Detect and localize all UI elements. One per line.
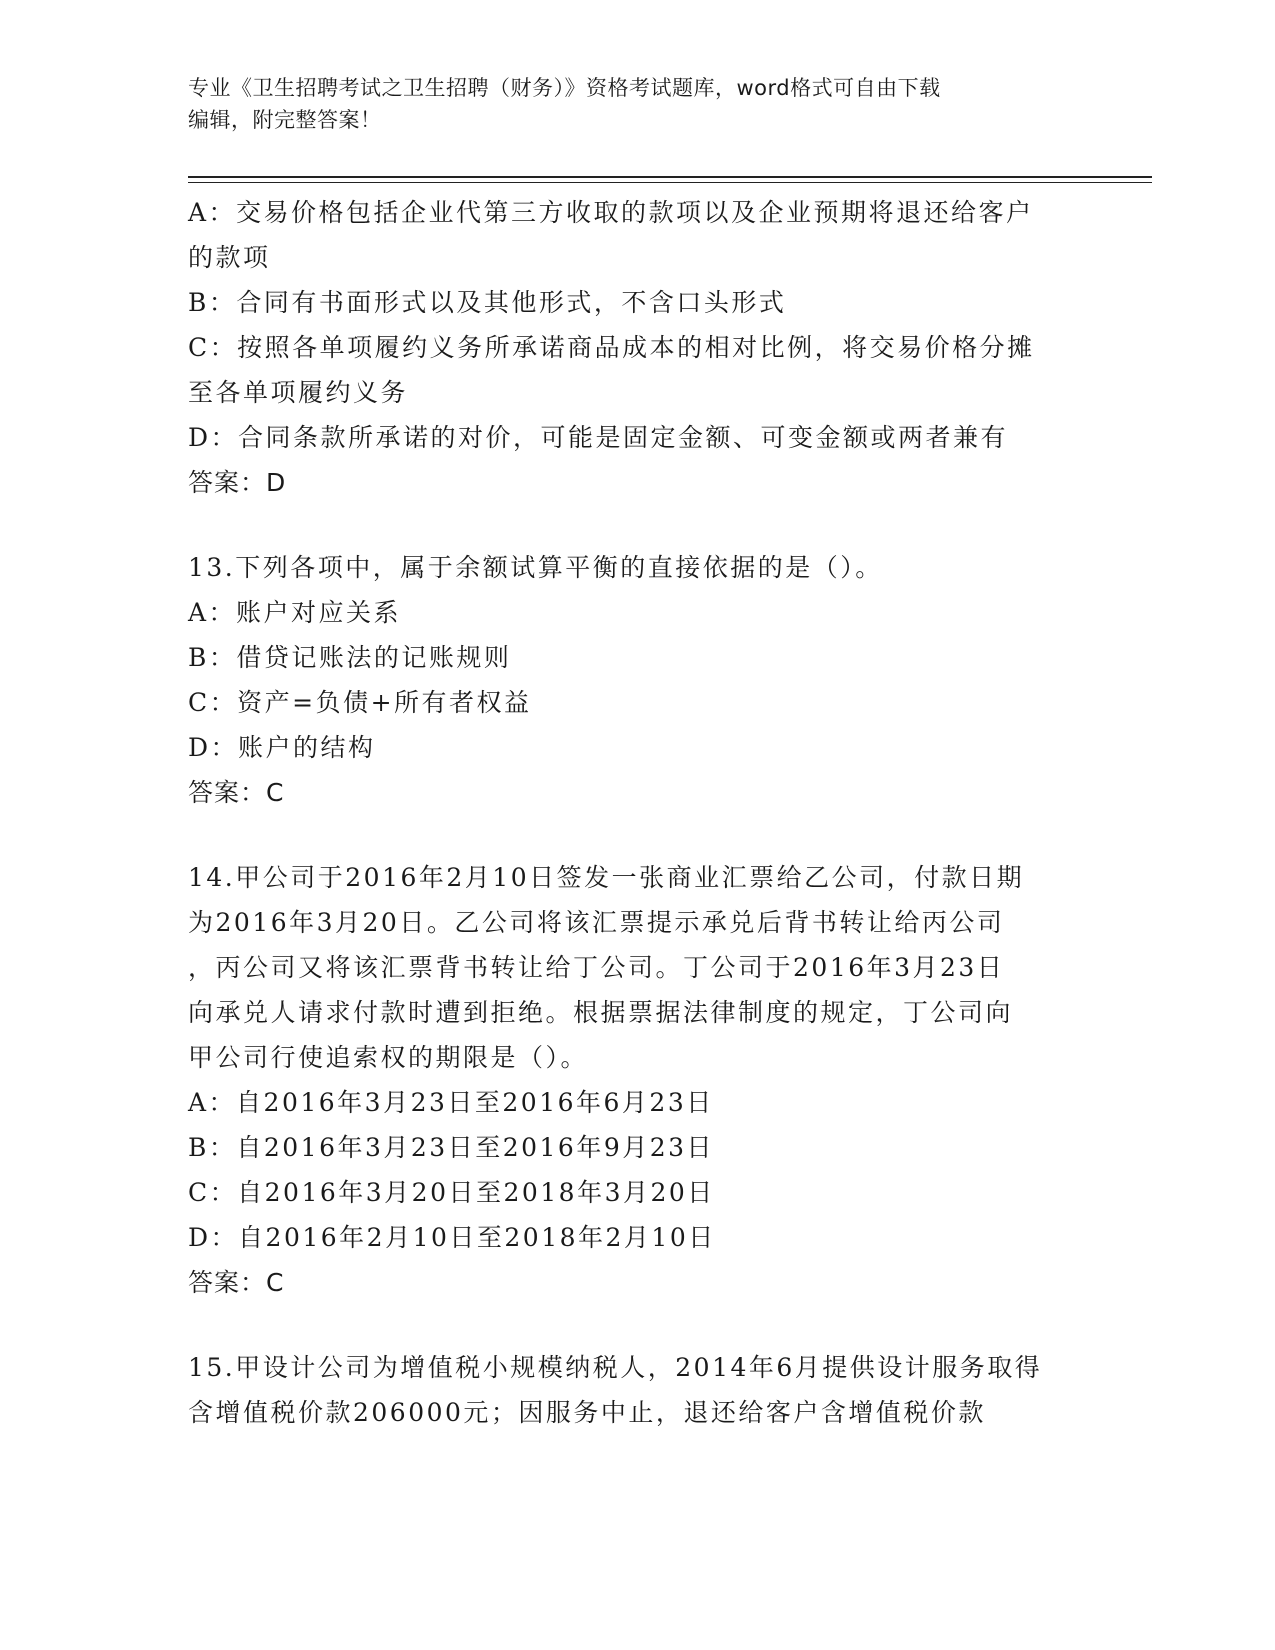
q12-option-a-line-2: 的款项 [188,243,271,272]
spacer [188,1305,1088,1345]
q14-option-d: D：自2016年2月10日至2018年2月10日 [188,1223,716,1252]
q14-stem-line-3: ，丙公司又将该汇票背书转让给丁公司。丁公司于2016年3月23日 [188,953,1005,982]
q14-stem-line-2: 为2016年3月20日。乙公司将该汇票提示承兑后背书转让给丙公司 [188,908,1005,937]
q15-stem-line-2: 含增值税价款206000元；因服务中止，退还给客户含增值税价款 [188,1398,986,1427]
header-line-1: 专业《卫生招聘考试之卫生招聘（财务）》资格考试题库，word格式可自由下载 [188,76,941,100]
q14-option-a: A：自2016年3月23日至2016年6月23日 [188,1088,714,1117]
spacer [188,815,1088,855]
q14-stem-line-1: 14.甲公司于2016年2月10日签发一张商业汇票给乙公司，付款日期 [188,863,1025,892]
q12-answer: 答案：D [188,468,287,497]
q13-option-c: C：资产=负债+所有者权益 [188,688,532,717]
q14-stem-line-4: 向承兑人请求付款时遭到拒绝。根据票据法律制度的规定，丁公司向 [188,998,1014,1027]
document-header [188,72,1088,136]
q13-stem: 13.下列各项中，属于余额试算平衡的直接依据的是（）。 [188,553,883,582]
q13-option-d: D：账户的结构 [188,733,376,762]
q12-option-a-line-1: A：交易价格包括企业代第三方收取的款项以及企业预期将退还给客户 [188,198,1034,227]
q14-option-c: C：自2016年3月20日至2018年3月20日 [188,1178,715,1207]
q12-option-c-line-1: C：按照各单项履约义务所承诺商品成本的相对比例，将交易价格分摊 [188,333,1035,362]
q13-answer: 答案：C [188,778,285,807]
q14-stem-line-5: 甲公司行使追索权的期限是（）。 [188,1043,589,1072]
header-divider-thin [188,182,1152,183]
q15-stem-line-1: 15.甲设计公司为增值税小规模纳税人，2014年6月提供设计服务取得 [188,1353,1043,1382]
q12-option-c-line-2: 至各单项履约义务 [188,378,409,407]
q14-answer: 答案：C [188,1268,285,1297]
header-line-2: 编辑，附完整答案！ [188,108,382,132]
q12-option-b: B：合同有书面形式以及其他形式，不含口头形式 [188,288,787,317]
document-body [188,190,1088,1435]
q12-option-d: D：合同条款所承诺的对价，可能是固定金额、可变金额或两者兼有 [188,423,1009,452]
q13-option-b: B：借贷记账法的记账规则 [188,643,512,672]
spacer [188,505,1088,545]
q14-option-b: B：自2016年3月23日至2016年9月23日 [188,1133,715,1162]
header-divider-thick [188,176,1152,178]
q13-option-a: A：账户对应关系 [188,598,402,627]
